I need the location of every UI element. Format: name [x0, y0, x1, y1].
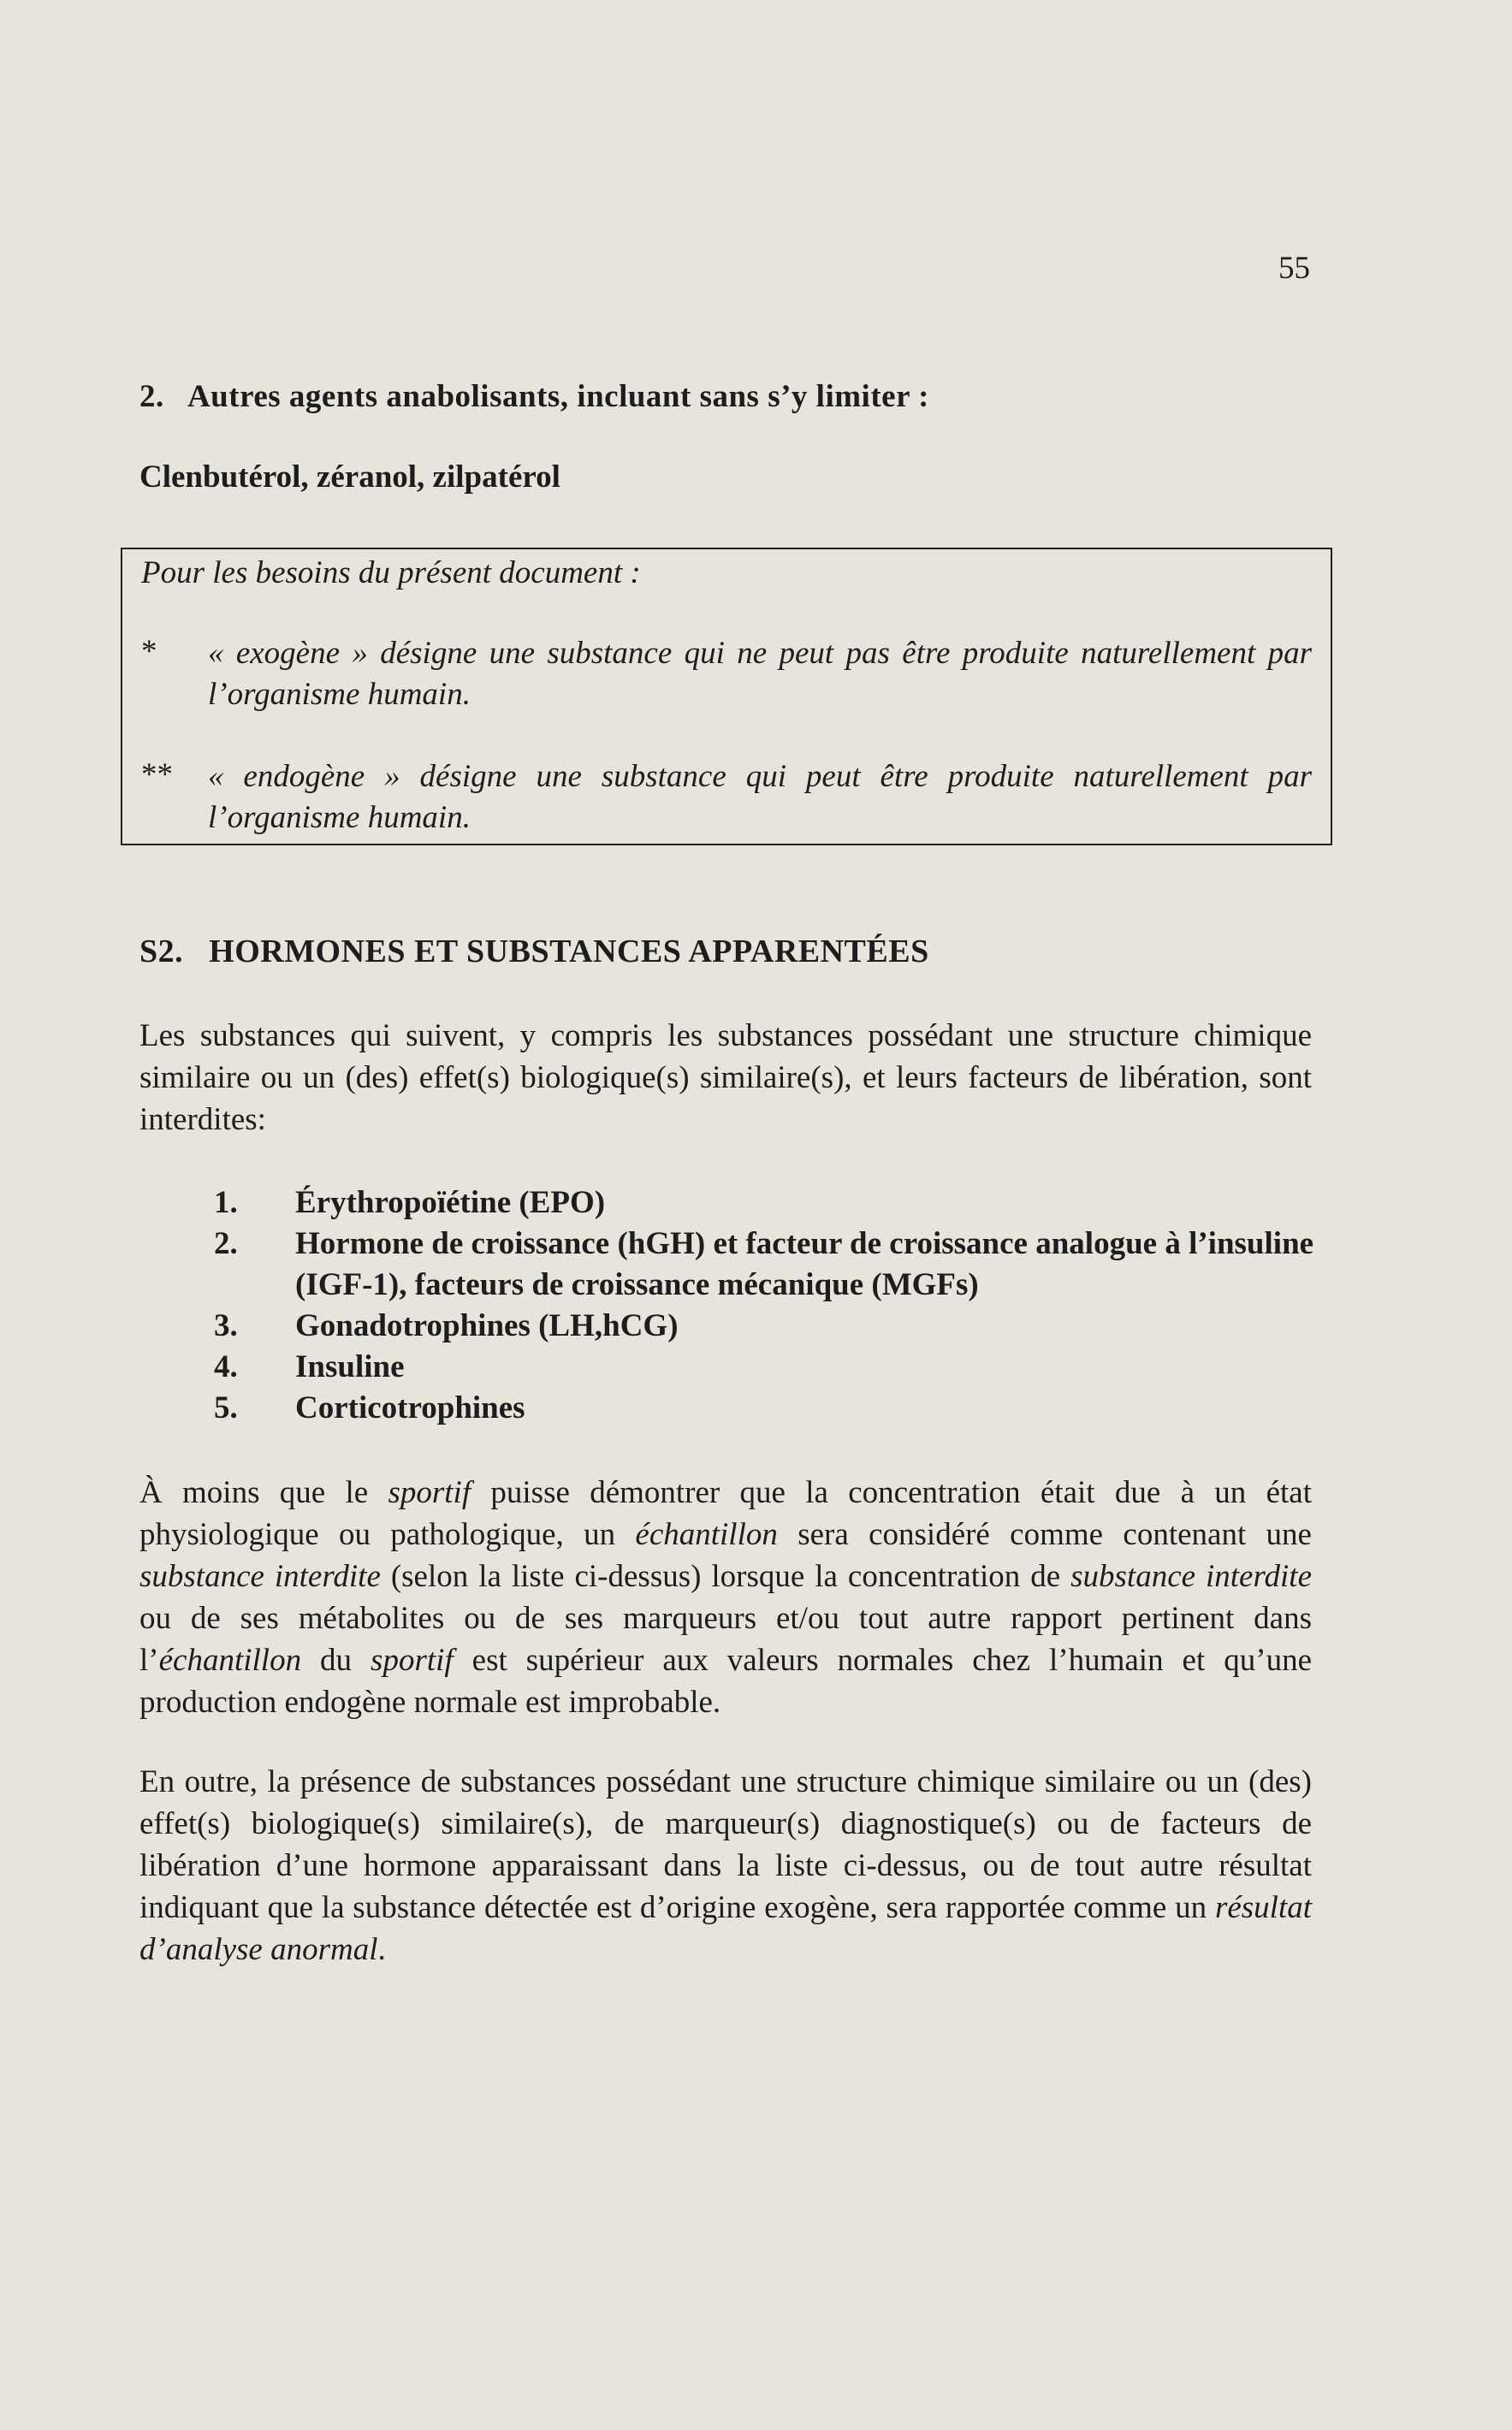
section-title-s2: S2. HORMONES ET SUBSTANCES APPARENTÉES: [139, 933, 929, 969]
list-number: 1.: [214, 1185, 238, 1220]
text-run: puisse démontrer que la concentration était due à un état physiologique ou pathologique, un: [139, 1475, 1312, 1552]
term-substance-interdite: substance interdite: [1070, 1559, 1312, 1594]
term-sportif: sportif: [371, 1643, 454, 1678]
list-item: [214, 1224, 1318, 1306]
definitions-box: [121, 548, 1332, 845]
list-label: Gonadotrophines (LH,hCG): [295, 1308, 679, 1343]
definition-text: « endogène » désigne une substance qui peut être produite naturellement par l’organisme humain.: [208, 759, 1312, 835]
text-run: .: [377, 1932, 386, 1967]
term-sportif: sportif: [388, 1475, 471, 1510]
substances-subheading: Clenbutérol, zéranol, zilpatérol: [139, 459, 560, 495]
text-run: ou de ses métabolites ou de ses marqueurs et/ou tout autre rapport pertinent dans l’: [139, 1601, 1312, 1678]
list-label: Insuline: [295, 1349, 405, 1384]
definition-marker: **: [141, 757, 173, 792]
list-label: Hormone de croissance (hGH) et facteur de croissance analogue à l’insuline (IGF-1), facteurs de croissance mécanique (MGFs): [295, 1226, 1314, 1302]
definitions-intro: Pour les besoins du présent document :: [141, 555, 641, 590]
concentration-paragraph: [139, 1472, 1312, 1723]
text-run: (selon la liste ci-dessus) lorsque la concentration de: [380, 1559, 1071, 1594]
list-item: [214, 1182, 1318, 1224]
text-run: En outre, la présence de substances possédant une structure chimique similaire ou un (des) effet(s) biologique(s) similaire(s), de marqueur(s) diagnostique(s) ou de facteurs de libération d’une hormone apparaissant dans la liste ci-dessus, ou de tout autre résultat indiquant que la substance détectée est d’origine exogène, sera rapportée comme un: [139, 1764, 1312, 1925]
text-run: du: [301, 1643, 371, 1678]
list-item: [214, 1388, 1318, 1429]
list-number: 5.: [214, 1390, 238, 1425]
list-number: 2.: [214, 1226, 238, 1261]
text-run: À moins que le: [139, 1475, 388, 1510]
hormones-list: [214, 1182, 1318, 1429]
text-run: est supérieur aux valeurs normales chez l’humain et qu’une production endogène normale est improbable.: [139, 1643, 1312, 1720]
exogenous-paragraph: [139, 1761, 1312, 1971]
list-label: Corticotrophines: [295, 1390, 525, 1425]
list-item: [214, 1306, 1318, 1347]
list-label: Érythropoïétine (EPO): [295, 1185, 606, 1220]
definition-text: « exogène » désigne une substance qui ne peut pas être produite naturellement par l’organisme humain.: [208, 636, 1312, 712]
term-echantillon: échantillon: [158, 1643, 302, 1678]
term-echantillon: échantillon: [635, 1517, 778, 1552]
list-item: [214, 1347, 1318, 1388]
definition-marker: *: [141, 634, 157, 669]
list-number: 4.: [214, 1349, 238, 1384]
intro-paragraph: Les substances qui suivent, y compris les substances possédant une structure chimique similaire ou un (des) effet(s) biologique(s) similaire(s), et leurs facteurs de libération, sont interdites:: [139, 1018, 1312, 1137]
term-resultat-anormal: résultat d’analyse anormal: [139, 1890, 1312, 1967]
term-substance-interdite: substance interdite: [139, 1559, 381, 1594]
list-number: 3.: [214, 1308, 238, 1343]
page-number: 55: [1278, 251, 1310, 286]
heading-agents-anabolisants: 2. Autres agents anabolisants, incluant sans s’y limiter :: [139, 379, 929, 414]
text-run: sera considéré comme contenant une: [777, 1517, 1312, 1552]
